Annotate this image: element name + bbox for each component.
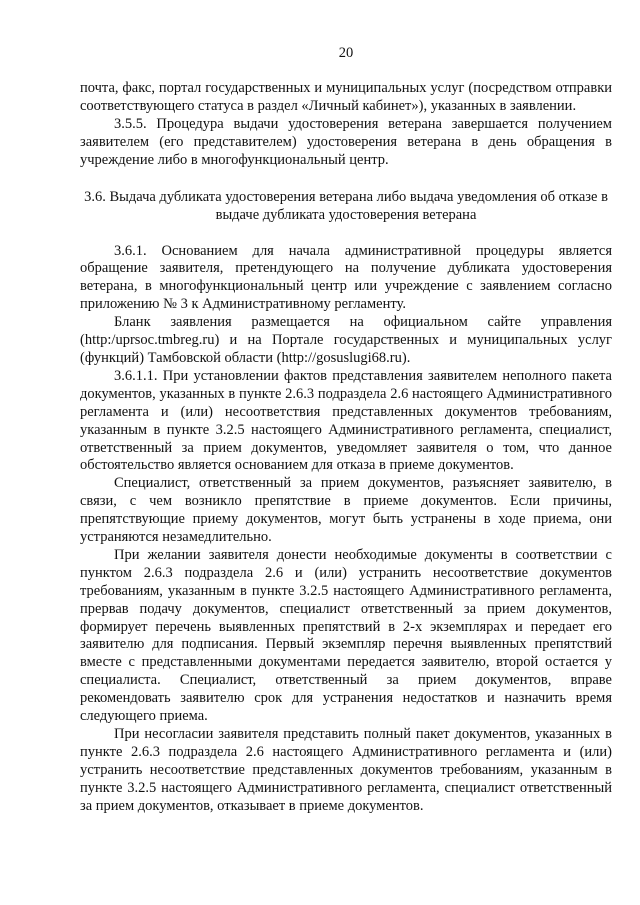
paragraph-specialist-razyasnyaet: Специалист, ответственный за прием документов, разъясняет заявителю, в связи, с чем возникло препятствие в приеме документов. Если причины, препятствующие приему документов, могут быть устранены в ходе приема, они устраняются незамедлительно. (80, 475, 612, 546)
paragraph-3-6-1-1: 3.6.1.1. При установлении фактов представления заявителем неполного пакета документов, указанных в пункте 2.6.3 подраздела 2.6 настоящего Административного регламента и (или) несоответствия представленных документов требованиям, указанным в пункте 3.2.5 настоящего Административного регламента, специалист, ответственный за прием документов, уведомляет заявителя о том, что данное обстоятельство является основанием для отказа в приеме документов. (80, 367, 612, 474)
paragraph-3-5-5: 3.5.5. Процедура выдачи удостоверения ветерана завершается получением заявителем (его представителем) удостоверения ветерана в день обращения в учреждение либо в многофункциональный центр. (80, 115, 612, 168)
page-number: 20 (338, 45, 354, 61)
paragraph-pri-nesoglasii: При несогласии заявителя представить полный пакет документов, указанных в пункте 2.6.3 подраздела 2.6 настоящего Административного регламента и (или) устранить несоответствие представленных документов требованиям, указанным в пункте 3.2.5 настоящего Административного регламента, специалист ответственный за прием документов, отказывает в приеме документов. (80, 726, 612, 814)
section-heading-3-6: 3.6. Выдача дубликата удостоверения ветерана либо выдача уведомления об отказе в выдаче дубликата удостоверения ветерана (84, 188, 608, 223)
paragraph-blank-zayavleniya: Бланк заявления размещается на официальном сайте управления (http:/uprsoc.tmbreg.ru) и на Портале государственных и муниципальных услуг (функций) Тамбовской области (http://gosuslugi68.ru). (80, 314, 612, 366)
paragraph-continuation: почта, факс, портал государственных и муниципальных услуг (посредством отправки соответствующего статуса в раздел «Личный кабинет»), указанных в заявлении. (80, 80, 612, 114)
paragraph-3-6-1: 3.6.1. Основанием для начала административной процедуры является обращение заявителя, претендующего на получение дубликата удостоверения ветерана, в многофункциональный центр или учреждение с заявлением согласно приложению № 3 к Административному регламенту. (80, 242, 612, 313)
paragraph-pri-zhelanii: При желании заявителя донести необходимые документы в соответствии с пунктом 2.6.3 подраздела 2.6 и (или) устранить несоответствие документов требованиям, указанным в пункте 3.2.5 настоящего Административного регламента, прервав подачу документов, специалист ответственный за прием документов, формирует перечень выявленных препятствий в 2-х экземплярах и передает его заявителю для подписания. Первый экземпляр перечня выявленных препятствий вместе с представленными документами передается заявителю, второй остается у специалиста. Специалист, ответственный за прием документов, вправе рекомендовать заявителю срок для устранения недостатков и назначить время следующего приема. (80, 546, 612, 725)
document-page (80, 44, 612, 816)
